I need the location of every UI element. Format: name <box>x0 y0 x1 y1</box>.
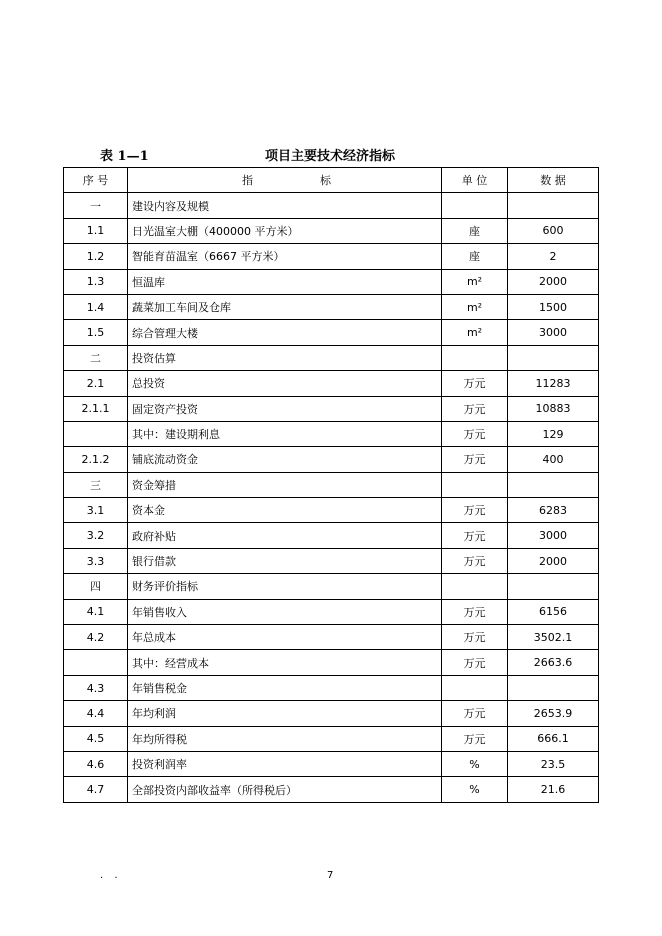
row-seq: 3.3 <box>64 548 128 573</box>
row-unit: 万元 <box>442 421 508 446</box>
row-indicator: 其中：建设期利息 <box>128 421 442 446</box>
table-row <box>64 498 599 523</box>
table-row <box>64 269 599 294</box>
header-data: 数 据 <box>508 168 599 193</box>
row-indicator: 资本金 <box>128 498 442 523</box>
table-body <box>64 193 599 802</box>
row-value: 400 <box>508 447 599 472</box>
row-value <box>508 574 599 599</box>
row-unit: 万元 <box>442 548 508 573</box>
row-value: 3000 <box>508 320 599 345</box>
row-value: 2 <box>508 244 599 269</box>
row-seq: 3.1 <box>64 498 128 523</box>
row-indicator: 投资估算 <box>128 345 442 370</box>
row-indicator: 年均所得税 <box>128 726 442 751</box>
row-unit: 万元 <box>442 650 508 675</box>
table-row <box>64 548 599 573</box>
table-number: 表 1—1 <box>100 149 149 164</box>
table-title: 项目主要技术经济指标 <box>265 149 396 164</box>
row-indicator: 蔬菜加工车间及仓库 <box>128 294 442 319</box>
table-row <box>64 294 599 319</box>
row-seq: 四 <box>64 574 128 599</box>
table-row <box>64 726 599 751</box>
table-row <box>64 421 599 446</box>
row-indicator: 全部投资内部收益率（所得税后） <box>128 777 442 802</box>
table-header-row <box>64 168 599 193</box>
row-indicator: 财务评价指标 <box>128 574 442 599</box>
row-value <box>508 193 599 218</box>
row-value: 2000 <box>508 269 599 294</box>
table-row <box>64 574 599 599</box>
row-indicator: 综合管理大楼 <box>128 320 442 345</box>
table-row <box>64 650 599 675</box>
table-row <box>64 599 599 624</box>
header-indicator <box>128 168 442 193</box>
header-indicator-char-1: 指 <box>242 174 253 188</box>
row-value: 129 <box>508 421 599 446</box>
row-unit: m² <box>442 294 508 319</box>
row-value: 6283 <box>508 498 599 523</box>
row-seq: 4.4 <box>64 701 128 726</box>
row-value: 6156 <box>508 599 599 624</box>
row-indicator: 日光温室大棚（400000 平方米） <box>128 218 442 243</box>
row-seq: 4.7 <box>64 777 128 802</box>
row-unit: 万元 <box>442 701 508 726</box>
row-indicator: 银行借款 <box>128 548 442 573</box>
table-row <box>64 371 599 396</box>
row-value: 2000 <box>508 548 599 573</box>
row-seq: 2.1 <box>64 371 128 396</box>
row-indicator: 资金筹措 <box>128 472 442 497</box>
table-row <box>64 675 599 700</box>
table-row <box>64 396 599 421</box>
header-unit: 单 位 <box>442 168 508 193</box>
row-seq <box>64 650 128 675</box>
row-seq: 4.2 <box>64 625 128 650</box>
row-indicator: 政府补贴 <box>128 523 442 548</box>
row-unit <box>442 574 508 599</box>
table-row <box>64 523 599 548</box>
row-value: 3502.1 <box>508 625 599 650</box>
row-seq <box>64 421 128 446</box>
table-row <box>64 218 599 243</box>
row-unit: m² <box>442 320 508 345</box>
row-indicator: 智能育苗温室（6667 平方米） <box>128 244 442 269</box>
row-seq: 4.3 <box>64 675 128 700</box>
row-indicator: 年均利润 <box>128 701 442 726</box>
row-unit: 座 <box>442 244 508 269</box>
table-row <box>64 244 599 269</box>
row-indicator: 投资利润率 <box>128 751 442 776</box>
row-seq: 1.2 <box>64 244 128 269</box>
row-value: 3000 <box>508 523 599 548</box>
row-seq: 1.1 <box>64 218 128 243</box>
row-seq: 3.2 <box>64 523 128 548</box>
row-unit: 万元 <box>442 396 508 421</box>
row-indicator: 年总成本 <box>128 625 442 650</box>
row-seq: 4.1 <box>64 599 128 624</box>
row-value: 600 <box>508 218 599 243</box>
row-seq: 一 <box>64 193 128 218</box>
table-row <box>64 701 599 726</box>
row-indicator: 总投资 <box>128 371 442 396</box>
row-unit: 万元 <box>442 447 508 472</box>
row-value <box>508 675 599 700</box>
row-unit: 万元 <box>442 523 508 548</box>
table-row <box>64 193 599 218</box>
header-seq: 序 号 <box>64 168 128 193</box>
header-indicator-char-2: 标 <box>320 174 331 188</box>
row-value: 2653.9 <box>508 701 599 726</box>
row-seq: 4.6 <box>64 751 128 776</box>
row-seq: 2.1.2 <box>64 447 128 472</box>
table-row <box>64 447 599 472</box>
row-seq: 二 <box>64 345 128 370</box>
row-unit <box>442 193 508 218</box>
row-seq: 三 <box>64 472 128 497</box>
table-row <box>64 751 599 776</box>
row-unit: 万元 <box>442 599 508 624</box>
row-value <box>508 472 599 497</box>
row-value: 11283 <box>508 371 599 396</box>
row-seq: 4.5 <box>64 726 128 751</box>
row-seq: 1.4 <box>64 294 128 319</box>
footer-dots: . . <box>100 870 122 881</box>
indicators-table <box>63 167 599 803</box>
row-seq: 1.3 <box>64 269 128 294</box>
row-indicator: 年销售收入 <box>128 599 442 624</box>
row-value <box>508 345 599 370</box>
row-unit <box>442 675 508 700</box>
row-unit <box>442 345 508 370</box>
page-number: 7 <box>327 870 334 881</box>
row-unit: 万元 <box>442 726 508 751</box>
row-unit <box>442 472 508 497</box>
row-seq: 1.5 <box>64 320 128 345</box>
table-row <box>64 320 599 345</box>
row-indicator: 固定资产投资 <box>128 396 442 421</box>
row-value: 666.1 <box>508 726 599 751</box>
table-row <box>64 777 599 802</box>
row-seq: 2.1.1 <box>64 396 128 421</box>
row-value: 1500 <box>508 294 599 319</box>
row-unit: 万元 <box>442 498 508 523</box>
row-unit: % <box>442 751 508 776</box>
table-row <box>64 625 599 650</box>
row-value: 10883 <box>508 396 599 421</box>
row-value: 21.6 <box>508 777 599 802</box>
row-indicator: 年销售税金 <box>128 675 442 700</box>
table-row <box>64 345 599 370</box>
row-unit: % <box>442 777 508 802</box>
row-unit: 万元 <box>442 371 508 396</box>
table-row <box>64 472 599 497</box>
row-unit: 座 <box>442 218 508 243</box>
row-unit: 万元 <box>442 625 508 650</box>
row-indicator: 建设内容及规模 <box>128 193 442 218</box>
row-indicator: 恒温库 <box>128 269 442 294</box>
row-indicator: 铺底流动资金 <box>128 447 442 472</box>
row-value: 2663.6 <box>508 650 599 675</box>
row-indicator: 其中：经营成本 <box>128 650 442 675</box>
row-unit: m² <box>442 269 508 294</box>
row-value: 23.5 <box>508 751 599 776</box>
